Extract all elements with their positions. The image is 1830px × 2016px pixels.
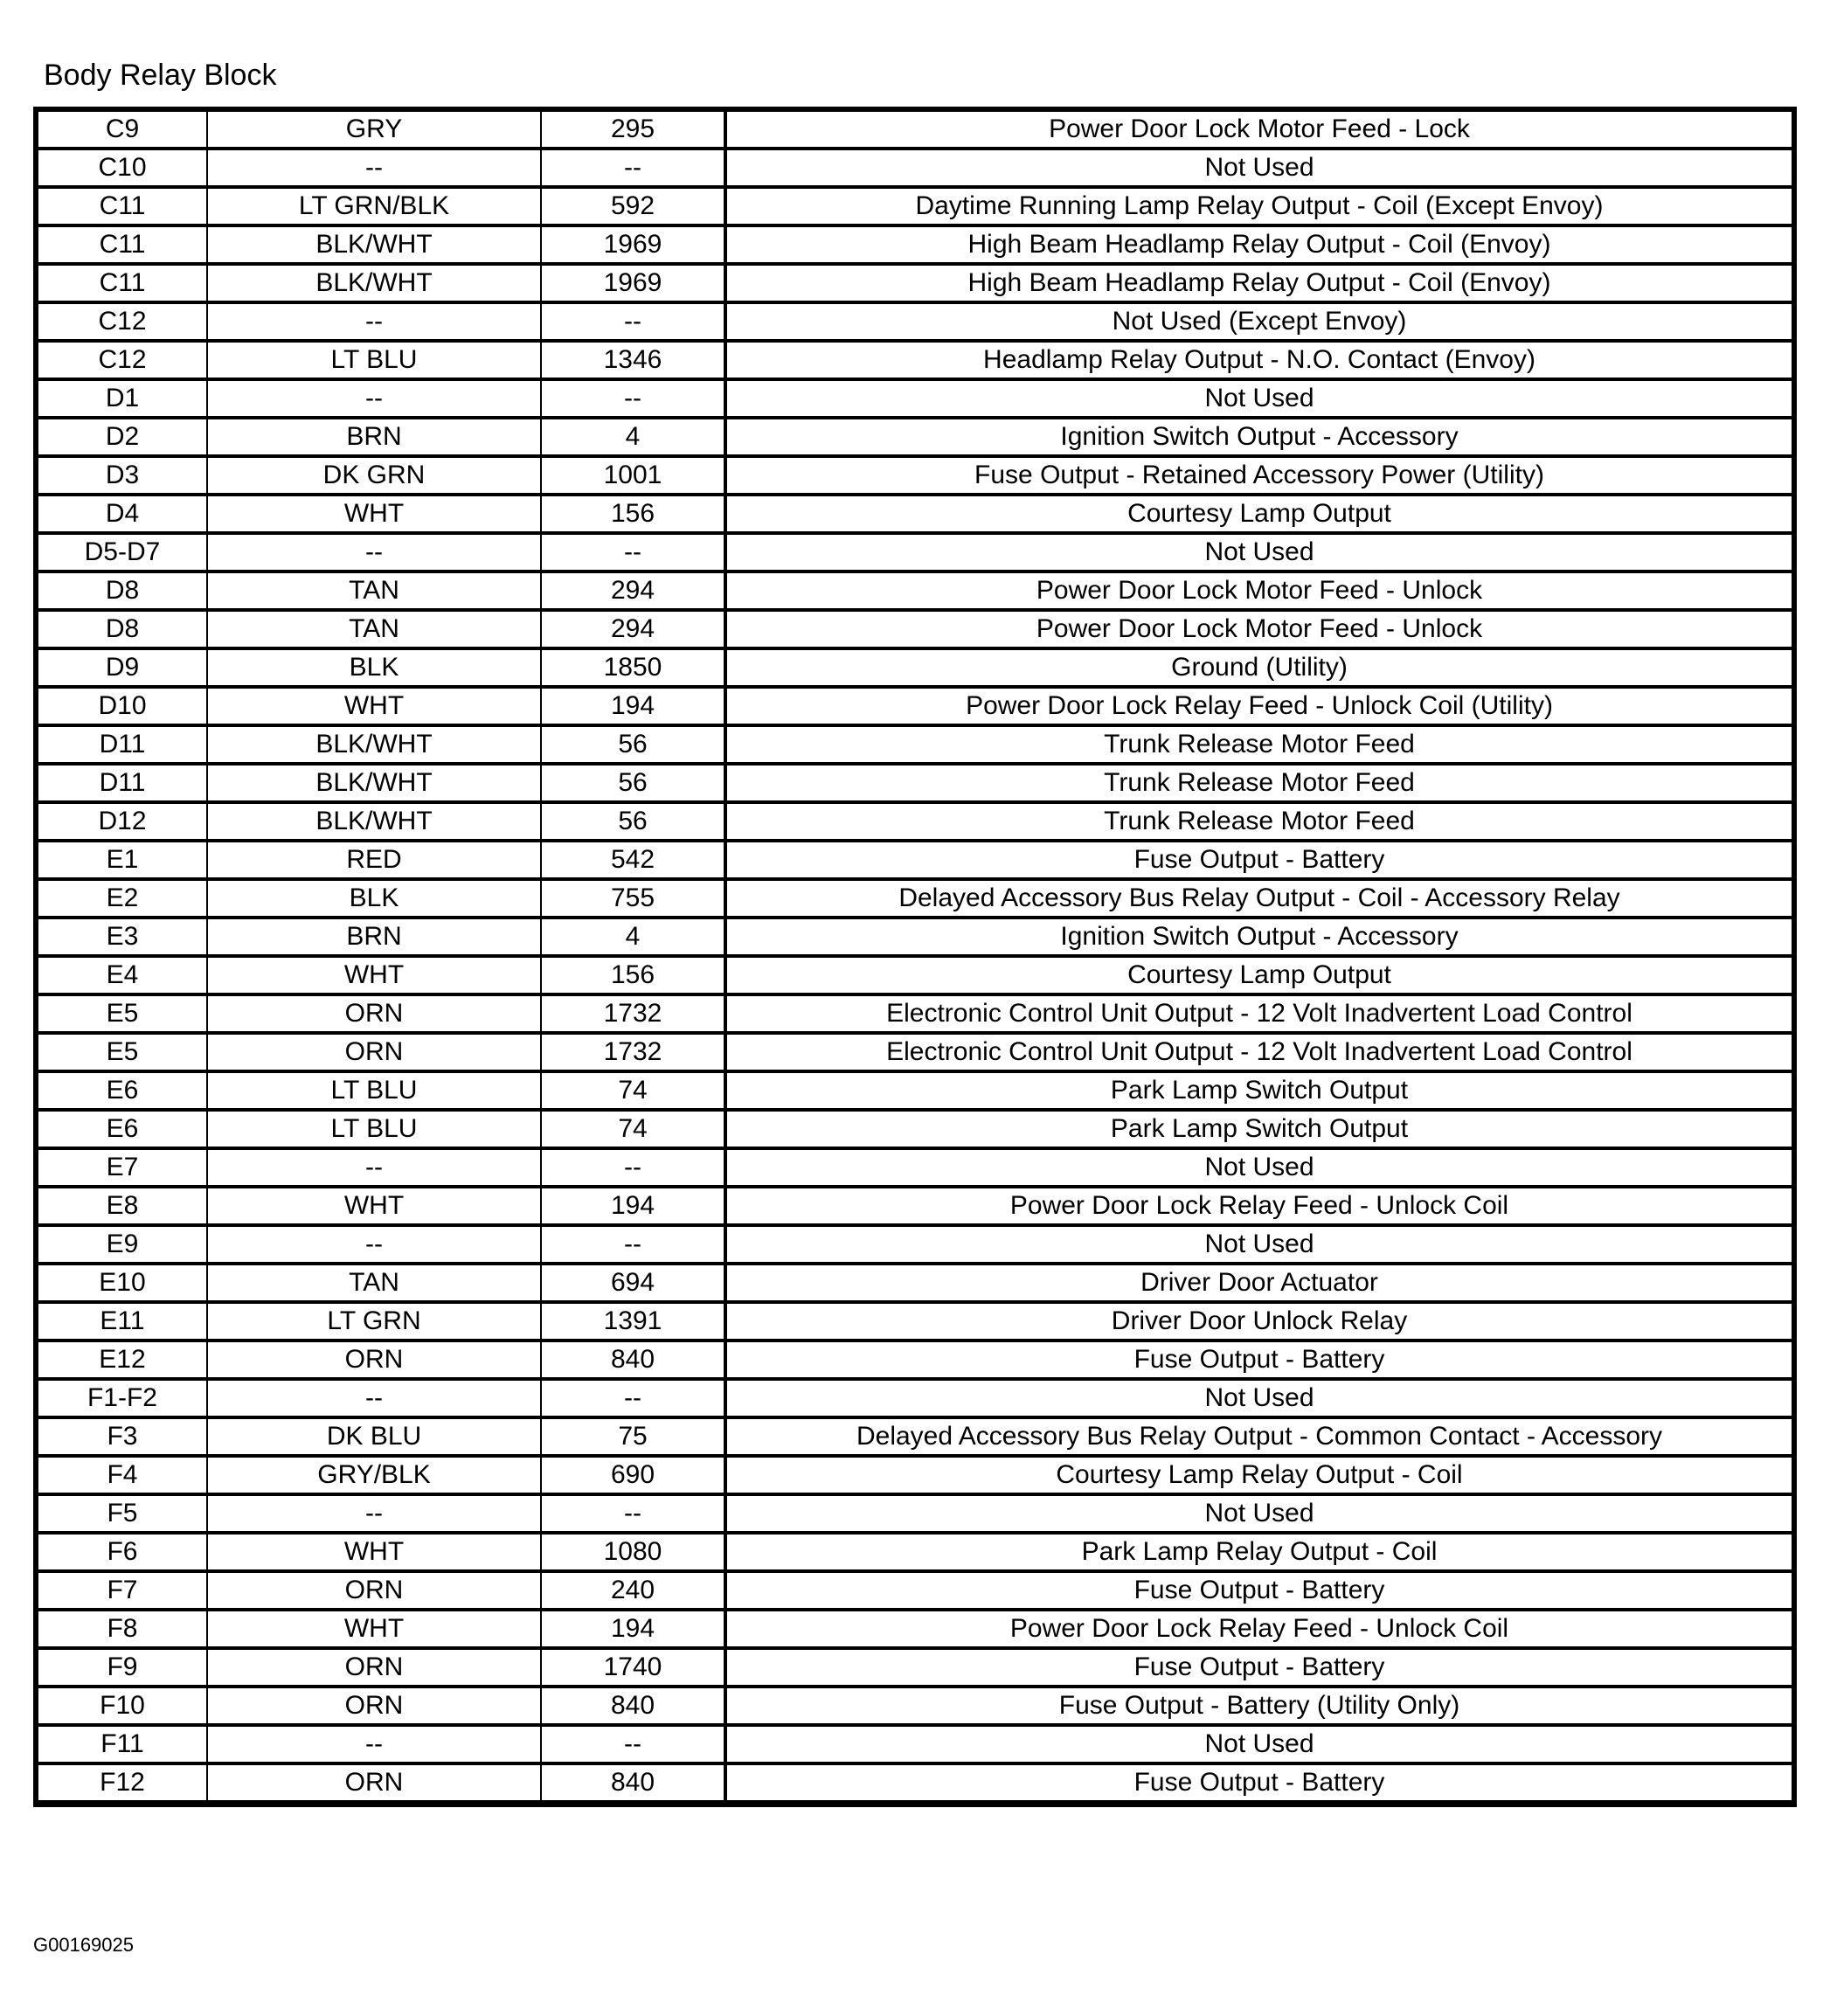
circuit-number-cell: 294 xyxy=(541,610,725,648)
wire-color-cell: TAN xyxy=(207,572,541,610)
table-row xyxy=(38,648,1792,687)
cavity-cell: C10 xyxy=(38,149,207,187)
function-cell: Trunk Release Motor Feed xyxy=(725,764,1792,802)
function-cell: Not Used xyxy=(725,1494,1792,1533)
function-cell: Not Used xyxy=(725,149,1792,187)
cavity-cell: C12 xyxy=(38,341,207,379)
table-row xyxy=(38,918,1792,956)
function-cell: Electronic Control Unit Output - 12 Volt Inadvertent Load Control xyxy=(725,1033,1792,1071)
wire-color-cell: WHT xyxy=(207,1610,541,1648)
cavity-cell: E5 xyxy=(38,1033,207,1071)
wire-color-cell: -- xyxy=(207,149,541,187)
figure-code: G00169025 xyxy=(33,1934,134,1956)
wire-color-cell: TAN xyxy=(207,1264,541,1302)
circuit-number-cell: 4 xyxy=(541,418,725,456)
table-row xyxy=(38,1341,1792,1379)
circuit-number-cell: 1346 xyxy=(541,341,725,379)
cavity-cell: D1 xyxy=(38,379,207,418)
cavity-cell: F7 xyxy=(38,1571,207,1610)
circuit-number-cell: 1001 xyxy=(541,456,725,495)
wire-color-cell: BLK/WHT xyxy=(207,725,541,764)
circuit-number-cell: 156 xyxy=(541,956,725,994)
function-cell: Fuse Output - Battery xyxy=(725,1341,1792,1379)
function-cell: Fuse Output - Battery xyxy=(725,1571,1792,1610)
function-cell: Trunk Release Motor Feed xyxy=(725,725,1792,764)
function-cell: Daytime Running Lamp Relay Output - Coil (Except Envoy) xyxy=(725,187,1792,225)
function-cell: Ignition Switch Output - Accessory xyxy=(725,418,1792,456)
wire-color-cell: LT BLU xyxy=(207,341,541,379)
function-cell: Delayed Accessory Bus Relay Output - Coil - Accessory Relay xyxy=(725,879,1792,918)
table-row xyxy=(38,1687,1792,1725)
table-row xyxy=(38,1302,1792,1341)
function-cell: Not Used xyxy=(725,379,1792,418)
cavity-cell: D8 xyxy=(38,572,207,610)
circuit-number-cell: 840 xyxy=(541,1341,725,1379)
table-row xyxy=(38,187,1792,225)
function-cell: Fuse Output - Battery xyxy=(725,1648,1792,1687)
wire-color-cell: -- xyxy=(207,1379,541,1417)
table-row xyxy=(38,572,1792,610)
wire-color-cell: RED xyxy=(207,841,541,879)
function-cell: Power Door Lock Motor Feed - Lock xyxy=(725,111,1792,149)
cavity-cell: E4 xyxy=(38,956,207,994)
table-row xyxy=(38,1264,1792,1302)
cavity-cell: F9 xyxy=(38,1648,207,1687)
cavity-cell: F8 xyxy=(38,1610,207,1648)
function-cell: Driver Door Actuator xyxy=(725,1264,1792,1302)
circuit-number-cell: 1732 xyxy=(541,994,725,1033)
wire-color-cell: LT GRN/BLK xyxy=(207,187,541,225)
cavity-cell: D11 xyxy=(38,725,207,764)
wire-color-cell: BLK xyxy=(207,648,541,687)
circuit-number-cell: 840 xyxy=(541,1687,725,1725)
table-row xyxy=(38,687,1792,725)
wire-color-cell: -- xyxy=(207,379,541,418)
table-row xyxy=(38,1725,1792,1763)
function-cell: Not Used xyxy=(725,533,1792,572)
circuit-number-cell: 1969 xyxy=(541,225,725,264)
circuit-number-cell: 4 xyxy=(541,918,725,956)
table-row xyxy=(38,956,1792,994)
cavity-cell: F4 xyxy=(38,1456,207,1494)
circuit-number-cell: 56 xyxy=(541,725,725,764)
wire-color-cell: LT GRN xyxy=(207,1302,541,1341)
cavity-cell: F10 xyxy=(38,1687,207,1725)
function-cell: Fuse Output - Battery xyxy=(725,1763,1792,1802)
table-row xyxy=(38,225,1792,264)
table-row xyxy=(38,1648,1792,1687)
cavity-cell: D11 xyxy=(38,764,207,802)
table-row xyxy=(38,379,1792,418)
table-row xyxy=(38,725,1792,764)
function-cell: Courtesy Lamp Output xyxy=(725,956,1792,994)
wire-color-cell: ORN xyxy=(207,994,541,1033)
circuit-number-cell: 194 xyxy=(541,1187,725,1225)
wire-color-cell: ORN xyxy=(207,1571,541,1610)
wire-color-cell: BLK/WHT xyxy=(207,802,541,841)
table-row xyxy=(38,495,1792,533)
cavity-cell: C12 xyxy=(38,302,207,341)
cavity-cell: C9 xyxy=(38,111,207,149)
circuit-number-cell: 1732 xyxy=(541,1033,725,1071)
wire-color-cell: BLK/WHT xyxy=(207,264,541,302)
circuit-number-cell: 755 xyxy=(541,879,725,918)
cavity-cell: E6 xyxy=(38,1110,207,1148)
wire-color-cell: BRN xyxy=(207,418,541,456)
table-row xyxy=(38,1110,1792,1148)
function-cell: Trunk Release Motor Feed xyxy=(725,802,1792,841)
table-row xyxy=(38,1533,1792,1571)
relay-block-table xyxy=(33,107,1797,1807)
table-row xyxy=(38,994,1792,1033)
cavity-cell: E7 xyxy=(38,1148,207,1187)
function-cell: High Beam Headlamp Relay Output - Coil (Envoy) xyxy=(725,225,1792,264)
wire-color-cell: ORN xyxy=(207,1033,541,1071)
cavity-cell: F1-F2 xyxy=(38,1379,207,1417)
circuit-number-cell: 690 xyxy=(541,1456,725,1494)
circuit-number-cell: -- xyxy=(541,1148,725,1187)
cavity-cell: E3 xyxy=(38,918,207,956)
wire-color-cell: WHT xyxy=(207,495,541,533)
wire-color-cell: TAN xyxy=(207,610,541,648)
function-cell: Power Door Lock Motor Feed - Unlock xyxy=(725,610,1792,648)
wire-color-cell: ORN xyxy=(207,1341,541,1379)
table-row xyxy=(38,1610,1792,1648)
function-cell: Power Door Lock Relay Feed - Unlock Coil xyxy=(725,1610,1792,1648)
wire-color-cell: WHT xyxy=(207,1187,541,1225)
cavity-cell: F12 xyxy=(38,1763,207,1802)
function-cell: Not Used xyxy=(725,1379,1792,1417)
table-row xyxy=(38,879,1792,918)
function-cell: Courtesy Lamp Output xyxy=(725,495,1792,533)
table-row xyxy=(38,1494,1792,1533)
wire-color-cell: GRY/BLK xyxy=(207,1456,541,1494)
function-cell: Power Door Lock Relay Feed - Unlock Coil xyxy=(725,1187,1792,1225)
wire-color-cell: ORN xyxy=(207,1763,541,1802)
table-row xyxy=(38,610,1792,648)
circuit-number-cell: -- xyxy=(541,533,725,572)
table-row xyxy=(38,111,1792,149)
function-cell: Power Door Lock Relay Feed - Unlock Coil (Utility) xyxy=(725,687,1792,725)
function-cell: Not Used xyxy=(725,1225,1792,1264)
circuit-number-cell: 194 xyxy=(541,1610,725,1648)
table-row xyxy=(38,1379,1792,1417)
wire-color-cell: -- xyxy=(207,1148,541,1187)
function-cell: Ignition Switch Output - Accessory xyxy=(725,918,1792,956)
wire-color-cell: -- xyxy=(207,533,541,572)
wire-color-cell: LT BLU xyxy=(207,1071,541,1110)
wire-color-cell: WHT xyxy=(207,1533,541,1571)
function-cell: Electronic Control Unit Output - 12 Volt Inadvertent Load Control xyxy=(725,994,1792,1033)
circuit-number-cell: -- xyxy=(541,379,725,418)
table-row xyxy=(38,456,1792,495)
circuit-number-cell: 840 xyxy=(541,1763,725,1802)
function-cell: Park Lamp Switch Output xyxy=(725,1110,1792,1148)
cavity-cell: D4 xyxy=(38,495,207,533)
table-row xyxy=(38,1187,1792,1225)
cavity-cell: F3 xyxy=(38,1417,207,1456)
circuit-number-cell: 56 xyxy=(541,802,725,841)
function-cell: Fuse Output - Battery xyxy=(725,841,1792,879)
cavity-cell: D2 xyxy=(38,418,207,456)
wire-color-cell: LT BLU xyxy=(207,1110,541,1148)
circuit-number-cell: 240 xyxy=(541,1571,725,1610)
table-row xyxy=(38,302,1792,341)
table-row xyxy=(38,841,1792,879)
wire-color-cell: DK GRN xyxy=(207,456,541,495)
wire-color-cell: BLK/WHT xyxy=(207,764,541,802)
wire-color-cell: BLK xyxy=(207,879,541,918)
function-cell: Not Used (Except Envoy) xyxy=(725,302,1792,341)
circuit-number-cell: -- xyxy=(541,302,725,341)
cavity-cell: C11 xyxy=(38,264,207,302)
wire-color-cell: ORN xyxy=(207,1648,541,1687)
function-cell: Fuse Output - Retained Accessory Power (Utility) xyxy=(725,456,1792,495)
table-row xyxy=(38,533,1792,572)
circuit-number-cell: 74 xyxy=(541,1071,725,1110)
function-cell: Driver Door Unlock Relay xyxy=(725,1302,1792,1341)
circuit-number-cell: 74 xyxy=(541,1110,725,1148)
function-cell: Headlamp Relay Output - N.O. Contact (Envoy) xyxy=(725,341,1792,379)
function-cell: Not Used xyxy=(725,1148,1792,1187)
wire-color-cell: WHT xyxy=(207,956,541,994)
cavity-cell: F5 xyxy=(38,1494,207,1533)
wire-color-cell: ORN xyxy=(207,1687,541,1725)
circuit-number-cell: 1969 xyxy=(541,264,725,302)
table-row xyxy=(38,1763,1792,1802)
table-row xyxy=(38,1033,1792,1071)
circuit-number-cell: 1080 xyxy=(541,1533,725,1571)
circuit-number-cell: 194 xyxy=(541,687,725,725)
cavity-cell: E9 xyxy=(38,1225,207,1264)
cavity-cell: C11 xyxy=(38,225,207,264)
circuit-number-cell: 56 xyxy=(541,764,725,802)
cavity-cell: D5-D7 xyxy=(38,533,207,572)
circuit-number-cell: -- xyxy=(541,1494,725,1533)
table-row xyxy=(38,1571,1792,1610)
wire-color-cell: -- xyxy=(207,1725,541,1763)
function-cell: Courtesy Lamp Relay Output - Coil xyxy=(725,1456,1792,1494)
cavity-cell: E6 xyxy=(38,1071,207,1110)
document-title: Body Relay Block xyxy=(44,59,277,92)
cavity-cell: E10 xyxy=(38,1264,207,1302)
function-cell: Ground (Utility) xyxy=(725,648,1792,687)
table-row xyxy=(38,418,1792,456)
cavity-cell: F11 xyxy=(38,1725,207,1763)
cavity-cell: E12 xyxy=(38,1341,207,1379)
table-row xyxy=(38,341,1792,379)
table-row xyxy=(38,264,1792,302)
circuit-number-cell: 1391 xyxy=(541,1302,725,1341)
table-row xyxy=(38,149,1792,187)
table-body xyxy=(38,111,1792,1802)
wire-color-cell: DK BLU xyxy=(207,1417,541,1456)
wire-color-cell: BRN xyxy=(207,918,541,956)
circuit-number-cell: 1850 xyxy=(541,648,725,687)
cavity-cell: C11 xyxy=(38,187,207,225)
table-row xyxy=(38,1417,1792,1456)
wire-color-cell: GRY xyxy=(207,111,541,149)
function-cell: Park Lamp Relay Output - Coil xyxy=(725,1533,1792,1571)
cavity-cell: D3 xyxy=(38,456,207,495)
function-cell: High Beam Headlamp Relay Output - Coil (Envoy) xyxy=(725,264,1792,302)
cavity-cell: D8 xyxy=(38,610,207,648)
function-cell: Fuse Output - Battery (Utility Only) xyxy=(725,1687,1792,1725)
table-row xyxy=(38,1071,1792,1110)
circuit-number-cell: 294 xyxy=(541,572,725,610)
circuit-number-cell: 542 xyxy=(541,841,725,879)
table-row xyxy=(38,1225,1792,1264)
wire-color-cell: -- xyxy=(207,1225,541,1264)
circuit-number-cell: 156 xyxy=(541,495,725,533)
table-row xyxy=(38,1148,1792,1187)
cavity-cell: E8 xyxy=(38,1187,207,1225)
circuit-number-cell: -- xyxy=(541,149,725,187)
cavity-cell: F6 xyxy=(38,1533,207,1571)
circuit-number-cell: 1740 xyxy=(541,1648,725,1687)
cavity-cell: E1 xyxy=(38,841,207,879)
wire-color-cell: -- xyxy=(207,302,541,341)
cavity-cell: E2 xyxy=(38,879,207,918)
circuit-number-cell: -- xyxy=(541,1225,725,1264)
cavity-cell: E5 xyxy=(38,994,207,1033)
function-cell: Power Door Lock Motor Feed - Unlock xyxy=(725,572,1792,610)
function-cell: Park Lamp Switch Output xyxy=(725,1071,1792,1110)
circuit-number-cell: 592 xyxy=(541,187,725,225)
wire-color-cell: BLK/WHT xyxy=(207,225,541,264)
wire-color-cell: -- xyxy=(207,1494,541,1533)
circuit-number-cell: 295 xyxy=(541,111,725,149)
table-row xyxy=(38,764,1792,802)
cavity-cell: E11 xyxy=(38,1302,207,1341)
cavity-cell: D12 xyxy=(38,802,207,841)
circuit-number-cell: -- xyxy=(541,1379,725,1417)
table-row xyxy=(38,1456,1792,1494)
function-cell: Delayed Accessory Bus Relay Output - Common Contact - Accessory xyxy=(725,1417,1792,1456)
wire-color-cell: WHT xyxy=(207,687,541,725)
circuit-number-cell: -- xyxy=(541,1725,725,1763)
circuit-number-cell: 694 xyxy=(541,1264,725,1302)
cavity-cell: D9 xyxy=(38,648,207,687)
table-row xyxy=(38,802,1792,841)
function-cell: Not Used xyxy=(725,1725,1792,1763)
circuit-number-cell: 75 xyxy=(541,1417,725,1456)
cavity-cell: D10 xyxy=(38,687,207,725)
